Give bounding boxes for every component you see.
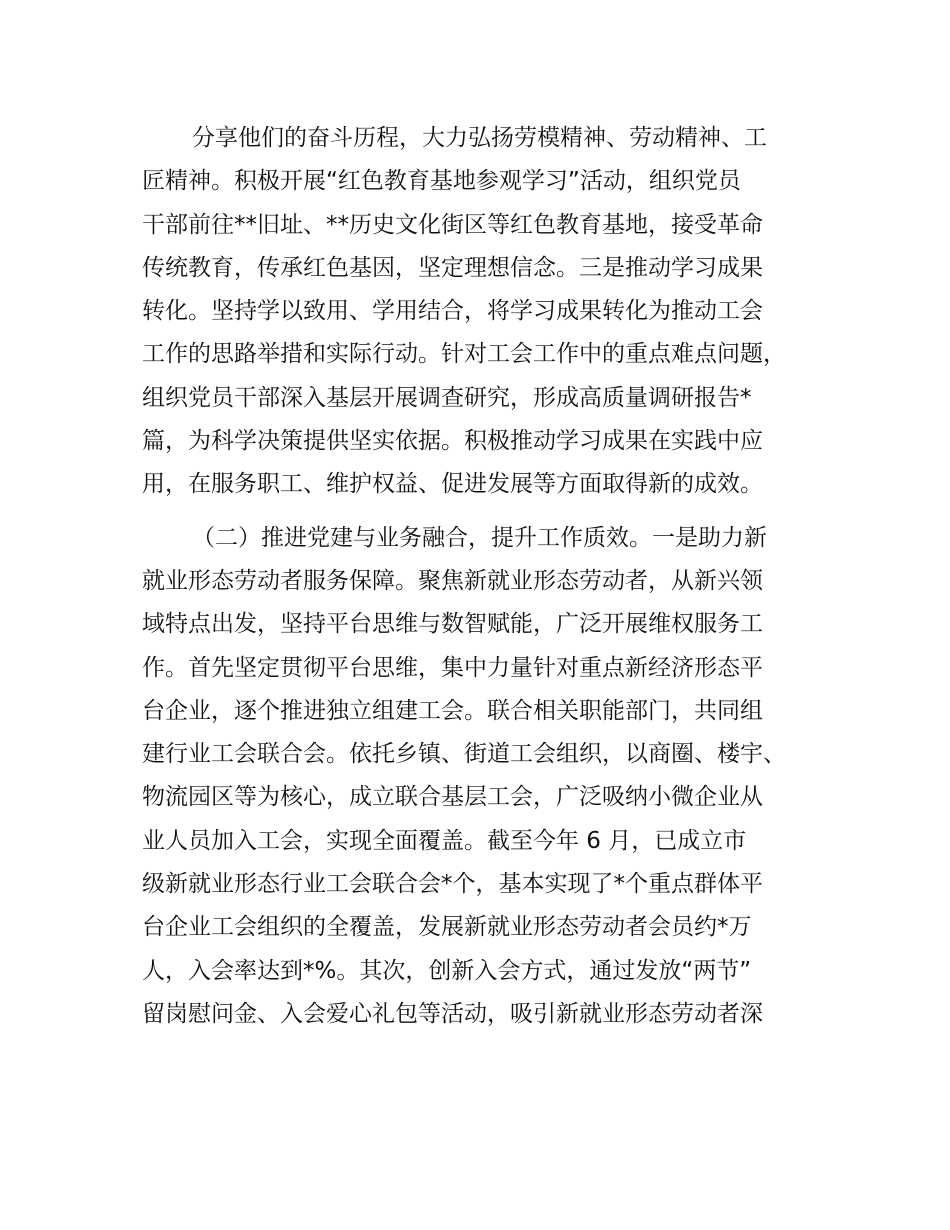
text-line: 级新就业形态行业工会联合会*个，基本实现了*个重点群体平 xyxy=(142,871,763,898)
document-body xyxy=(142,117,832,1036)
text-line: （二）推进党建与业务融合，提升工作质效。一是助力新 xyxy=(192,524,767,551)
text-line: 就业形态劳动者服务保障。聚焦新就业形态劳动者，从新兴领 xyxy=(142,567,763,594)
text-line: 台企业工会组织的全覆盖，发展新就业形态劳动者会员约*万 xyxy=(142,914,752,941)
text-line: 物流园区等为核心，成立联合基层工会，广泛吸纳小微企业从 xyxy=(142,784,763,811)
text-line: 篇，为科学决策提供坚实依据。积极推动学习成果在实践中应 xyxy=(142,428,763,455)
text-line: 工作的思路举措和实际行动。针对工会工作中的重点难点问题， xyxy=(142,341,786,368)
text-line: 台企业，逐个推进独立组建工会。联合相关职能部门，共同组 xyxy=(142,697,763,724)
text-line: 业人员加入工会，实现全面覆盖。截至今年 6 月，已成立市 xyxy=(142,827,747,854)
text-line: 作。首先坚定贯彻平台思维，集中力量针对重点新经济形态平 xyxy=(142,654,763,681)
text-line: 传统教育，传承红色基因，坚定理想信念。三是推动学习成果 xyxy=(142,254,763,281)
text-line: 分享他们的奋斗历程，大力弘扬劳模精神、劳动精神、工 xyxy=(192,125,767,151)
paragraph-gap xyxy=(142,507,832,517)
text-line: 用，在服务职工、维护权益、促进发展等方面取得新的成效。 xyxy=(142,471,763,498)
text-line: 转化。坚持学以致用、学用结合，将学习成果转化为推动工会 xyxy=(142,298,763,325)
text-line: 留岗慰问金、入会爱心礼包等活动，吸引新就业形态劳动者深 xyxy=(142,1000,763,1027)
text-line: 匠精神。积极开展“红色教育基地参观学习”活动，组织党员 xyxy=(142,168,741,195)
paragraph-1 xyxy=(142,117,832,507)
text-line: 干部前往**旧址、**历史文化街区等红色教育基地，接受革命 xyxy=(142,211,763,238)
text-line: 组织党员干部深入基层开展调查研究，形成高质量调研报告* xyxy=(142,384,752,411)
text-line: 域特点出发，坚持平台思维与数智赋能，广泛开展维权服务工 xyxy=(142,611,763,638)
text-line: 人，入会率达到*%。其次，创新入会方式，通过发放“两节” xyxy=(142,957,752,984)
paragraph-2 xyxy=(142,517,832,1037)
text-line: 建行业工会联合会。依托乡镇、街道工会组织，以商圈、楼宇、 xyxy=(142,741,786,768)
